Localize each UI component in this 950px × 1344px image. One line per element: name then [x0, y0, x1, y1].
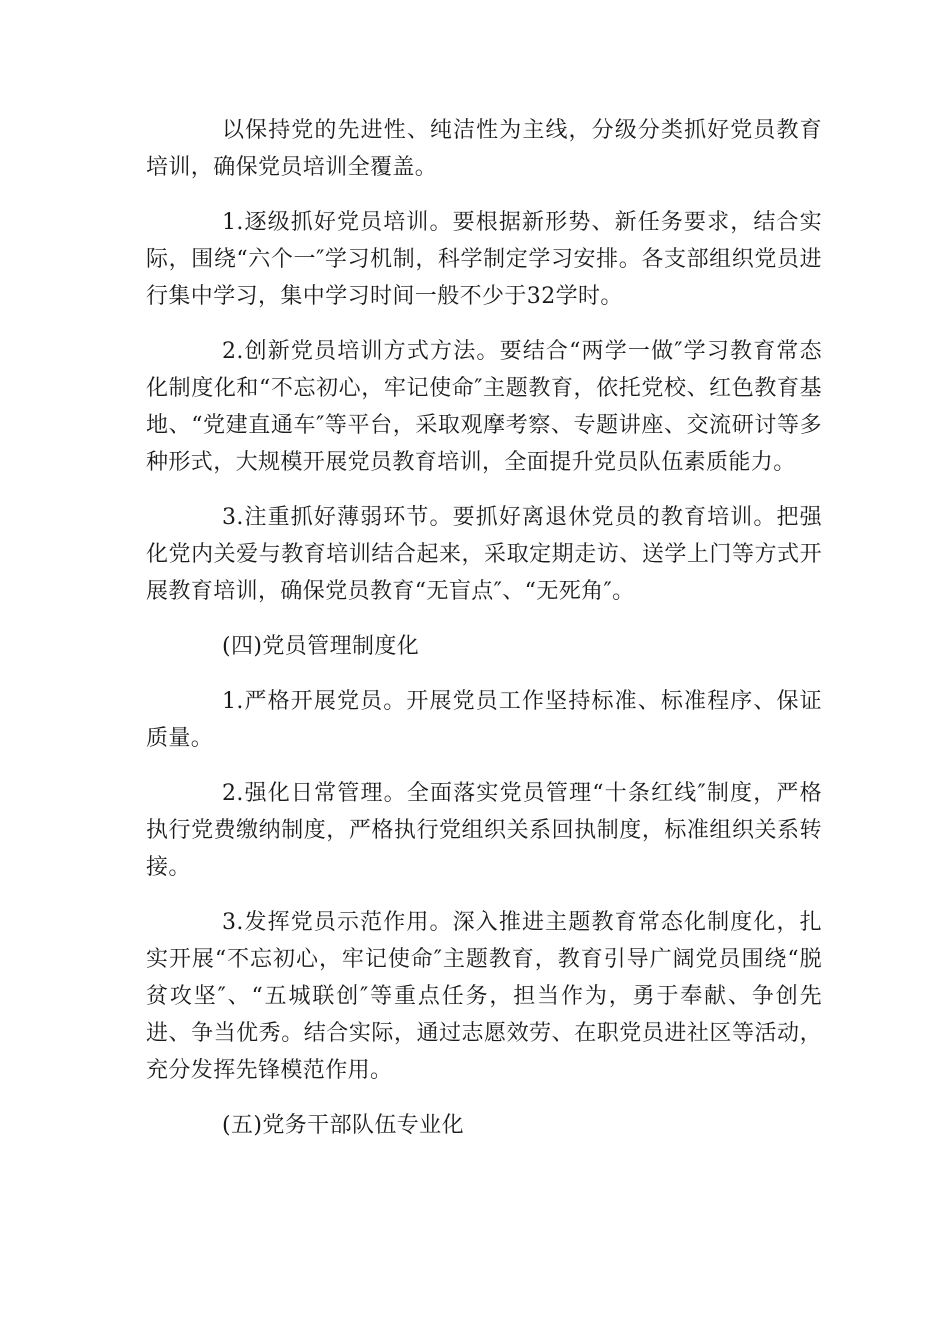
- document-body: [146, 112, 822, 1162]
- training-item-3: 3.注重抓好薄弱环节。要抓好离退休党员的教育培训。把强化党内关爱与教育培训结合起来，采取定期走访、送学上门等方式开展教育培训，确保党员教育“无盲点″、“无死角″。: [146, 505, 822, 604]
- training-item-2: 2.创新党员培训方式方法。要结合“两学一做″学习教育常态化制度化和“不忘初心，牢记使命″主题教育，依托党校、红色教育基地、“党建直通车″等平台，采取观摩考察、专题讲座、交流研讨等多种形式，大规模开展党员教育培训，全面提升党员队伍素质能力。: [146, 339, 822, 475]
- intro-paragraph: 以保持党的先进性、纯洁性为主线，分级分类抓好党员教育培训，确保党员培训全覆盖。: [146, 118, 822, 180]
- section-heading-5: (五)党务干部队伍专业化: [222, 1113, 464, 1138]
- management-item-1: 1.严格开展党员。开展党员工作坚持标准、标准程序、保证质量。: [146, 689, 822, 751]
- section-heading-4: (四)党员管理制度化: [222, 634, 420, 659]
- training-item-1: 1.逐级抓好党员培训。要根据新形势、新任务要求，结合实际，围绕“六个一″学习机制，科学制定学习安排。各支部组织党员进行集中学习，集中学习时间一般不少于32学时。: [146, 210, 822, 309]
- management-item-3: 3.发挥党员示范作用。深入推进主题教育常态化制度化，扎实开展“不忘初心，牢记使命″主题教育，教育引导广阔党员围绕“脱贫攻坚″、“五城联创″等重点任务，担当作为，勇于奉献、争创先进、争当优秀。结合实际，通过志愿效劳、在职党员进社区等活动，充分发挥先锋模范作用。: [146, 910, 822, 1083]
- management-item-2: 2.强化日常管理。全面落实党员管理“十条红线″制度，严格执行党费缴纳制度，严格执行党组织关系回执制度，标准组织关系转接。: [146, 781, 822, 880]
